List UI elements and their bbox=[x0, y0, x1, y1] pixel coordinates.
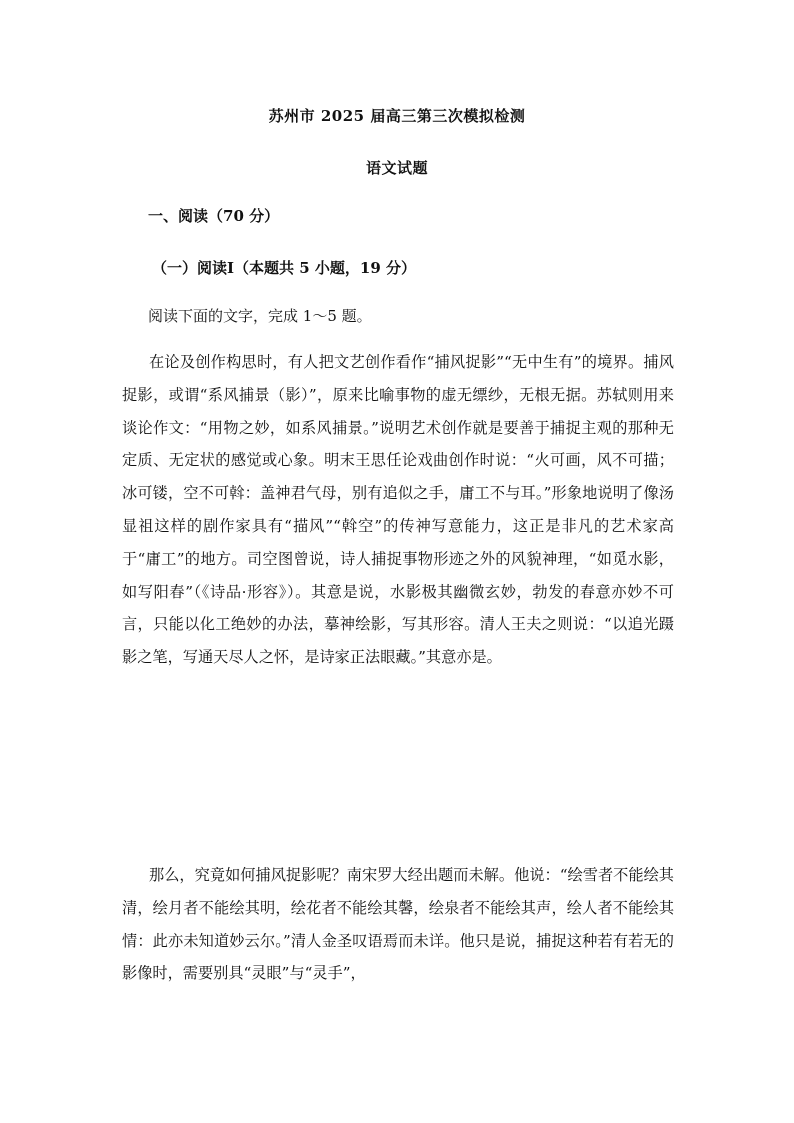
subsection-heading: （一）阅读Ⅰ（本题共 5 小题，19 分） bbox=[152, 259, 416, 277]
reading-instruction: 阅读下面的文字，完成 1～5 题。 bbox=[148, 307, 372, 325]
document-subtitle: 语文试题 bbox=[365, 159, 428, 177]
body-paragraph: 在论及创作构思时，有人把文艺创作看作“捕风捉影”“无中生有”的境界。捕风捉影，或谓“系风捕景（影）”，原来比喻事物的虚无缥纱，无根无据。苏轼则用来谈论作文：“用物之妙，如系风捕景。”说明艺术创作就是要善于捕捉主观的那种无定质、无定状的感觉或心象。明末王思任论戏曲创作时说：“火可画，风不可描；冰可镂，空不可斡：盖神君气母，别有追似之手，庸工不与耳。”形象地说明了像汤显祖这样的剧作家具有“描风”“斡空”的传神写意能力，这正是非凡的艺术家高于“庸工”的地方。司空图曾说，诗人捕捉事物形迹之外的风貌神理，“如觅水影，如写阳春”（《诗品·形容》）。其意是说，水影极其幽微玄妙，勃发的春意亦妙不可言，只能以化工绝妙的办法，摹神绘影，写其形容。清人王夫之则说：“以追光蹑影之笔，写通天尽人之怀，是诗家正法眼藏。”其意亦是。 bbox=[122, 353, 674, 667]
document-title: 苏州市 2025 届高三第三次模拟检测 bbox=[268, 107, 526, 125]
section-heading: 一、阅读（70 分） bbox=[148, 207, 280, 225]
body-paragraph: 那么，究竟如何捕风捉影呢？南宋罗大经出题而未解。他说：“绘雪者不能绘其清，绘月者不能绘其明，绘花者不能绘其馨，绘泉者不能绘其声，绘人者不能绘其情：此亦未知道妙云尔。”清人金圣叹语焉而未详。他只是说，捕捉这种若有若无的影像时，需要别具“灵眼”与“灵手”， bbox=[122, 866, 674, 983]
